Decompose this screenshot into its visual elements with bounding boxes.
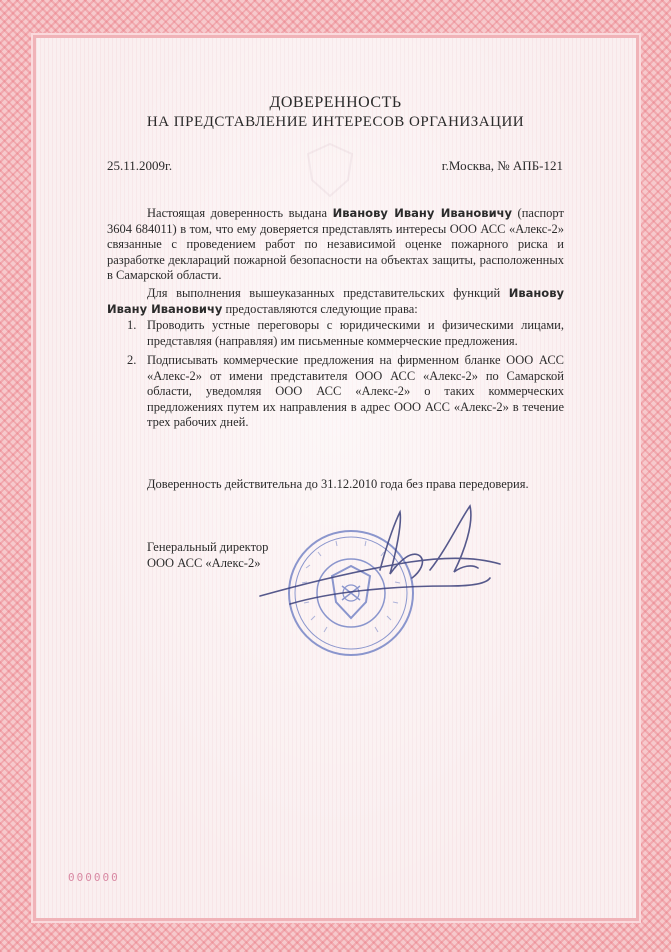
list-item-text: Подписывать коммерческие предложения на фирменном бланке ООО АСС «Алекс-2» от имени представителя ООО АСС «Алекс-2» по Самарской области, уведомляя ООО АСС «Алекс-2» о таких коммерческих предложениях путем их направления в адрес ООО АСС «Алекс-2» в течение трех рабочих дней. (147, 353, 564, 429)
handwritten-signature (250, 500, 510, 610)
list-item (107, 318, 564, 349)
validity-statement: Доверенность действительна до 31.12.2010 года без права передоверия. (147, 477, 529, 491)
paragraph-grant (107, 206, 564, 284)
list-item (107, 353, 564, 431)
paragraph-grant-rest: (паспорт 3604 684011) в том, что ему доверяется представлять интересы ООО АСС «Алекс-2» связанные с проведением работ по независимой оценке пожарного риска и разработке деклараций пожарной безопасности на объектах защиты, расположенных в Самарской области. (107, 206, 564, 282)
signer-position: Генеральный директор (147, 540, 269, 554)
paragraph-rights-rest: предоставляются следующие права: (222, 301, 418, 316)
serial-number: 000000 (68, 871, 120, 884)
paragraph-grant-lead: Настоящая доверенность выдана (147, 206, 333, 220)
signer-org: ООО АСС «Алекс-2» (147, 555, 261, 570)
grantee-name: Иванову Ивану Ивановичу (332, 206, 513, 220)
paragraph-rights-lead: Для выполнения вышеуказанных представительских функций (147, 286, 509, 300)
list-item-number: 1. (127, 318, 137, 332)
document-title: ДОВЕРЕННОСТЬ (269, 94, 402, 111)
list-item-text: Проводить устные переговоры с юридическими и физическими лицами, представляя (направляя) им письменные коммерческие предложения. (147, 318, 564, 348)
grantee-name-2: Иванову Ивану Ивановичу (107, 286, 564, 316)
document-place-number: г.Москва, № АПБ-121 (441, 158, 563, 173)
watermark-emblem-icon (300, 140, 360, 200)
document-subtitle: НА ПРЕДСТАВЛЕНИЕ ИНТЕРЕСОВ ОРГАНИЗАЦИИ (146, 114, 525, 130)
document-date: 25.11.2009г. (107, 158, 173, 173)
paragraph-rights-intro (107, 286, 564, 317)
list-item-number: 2. (127, 353, 137, 367)
rights-list (107, 318, 564, 435)
